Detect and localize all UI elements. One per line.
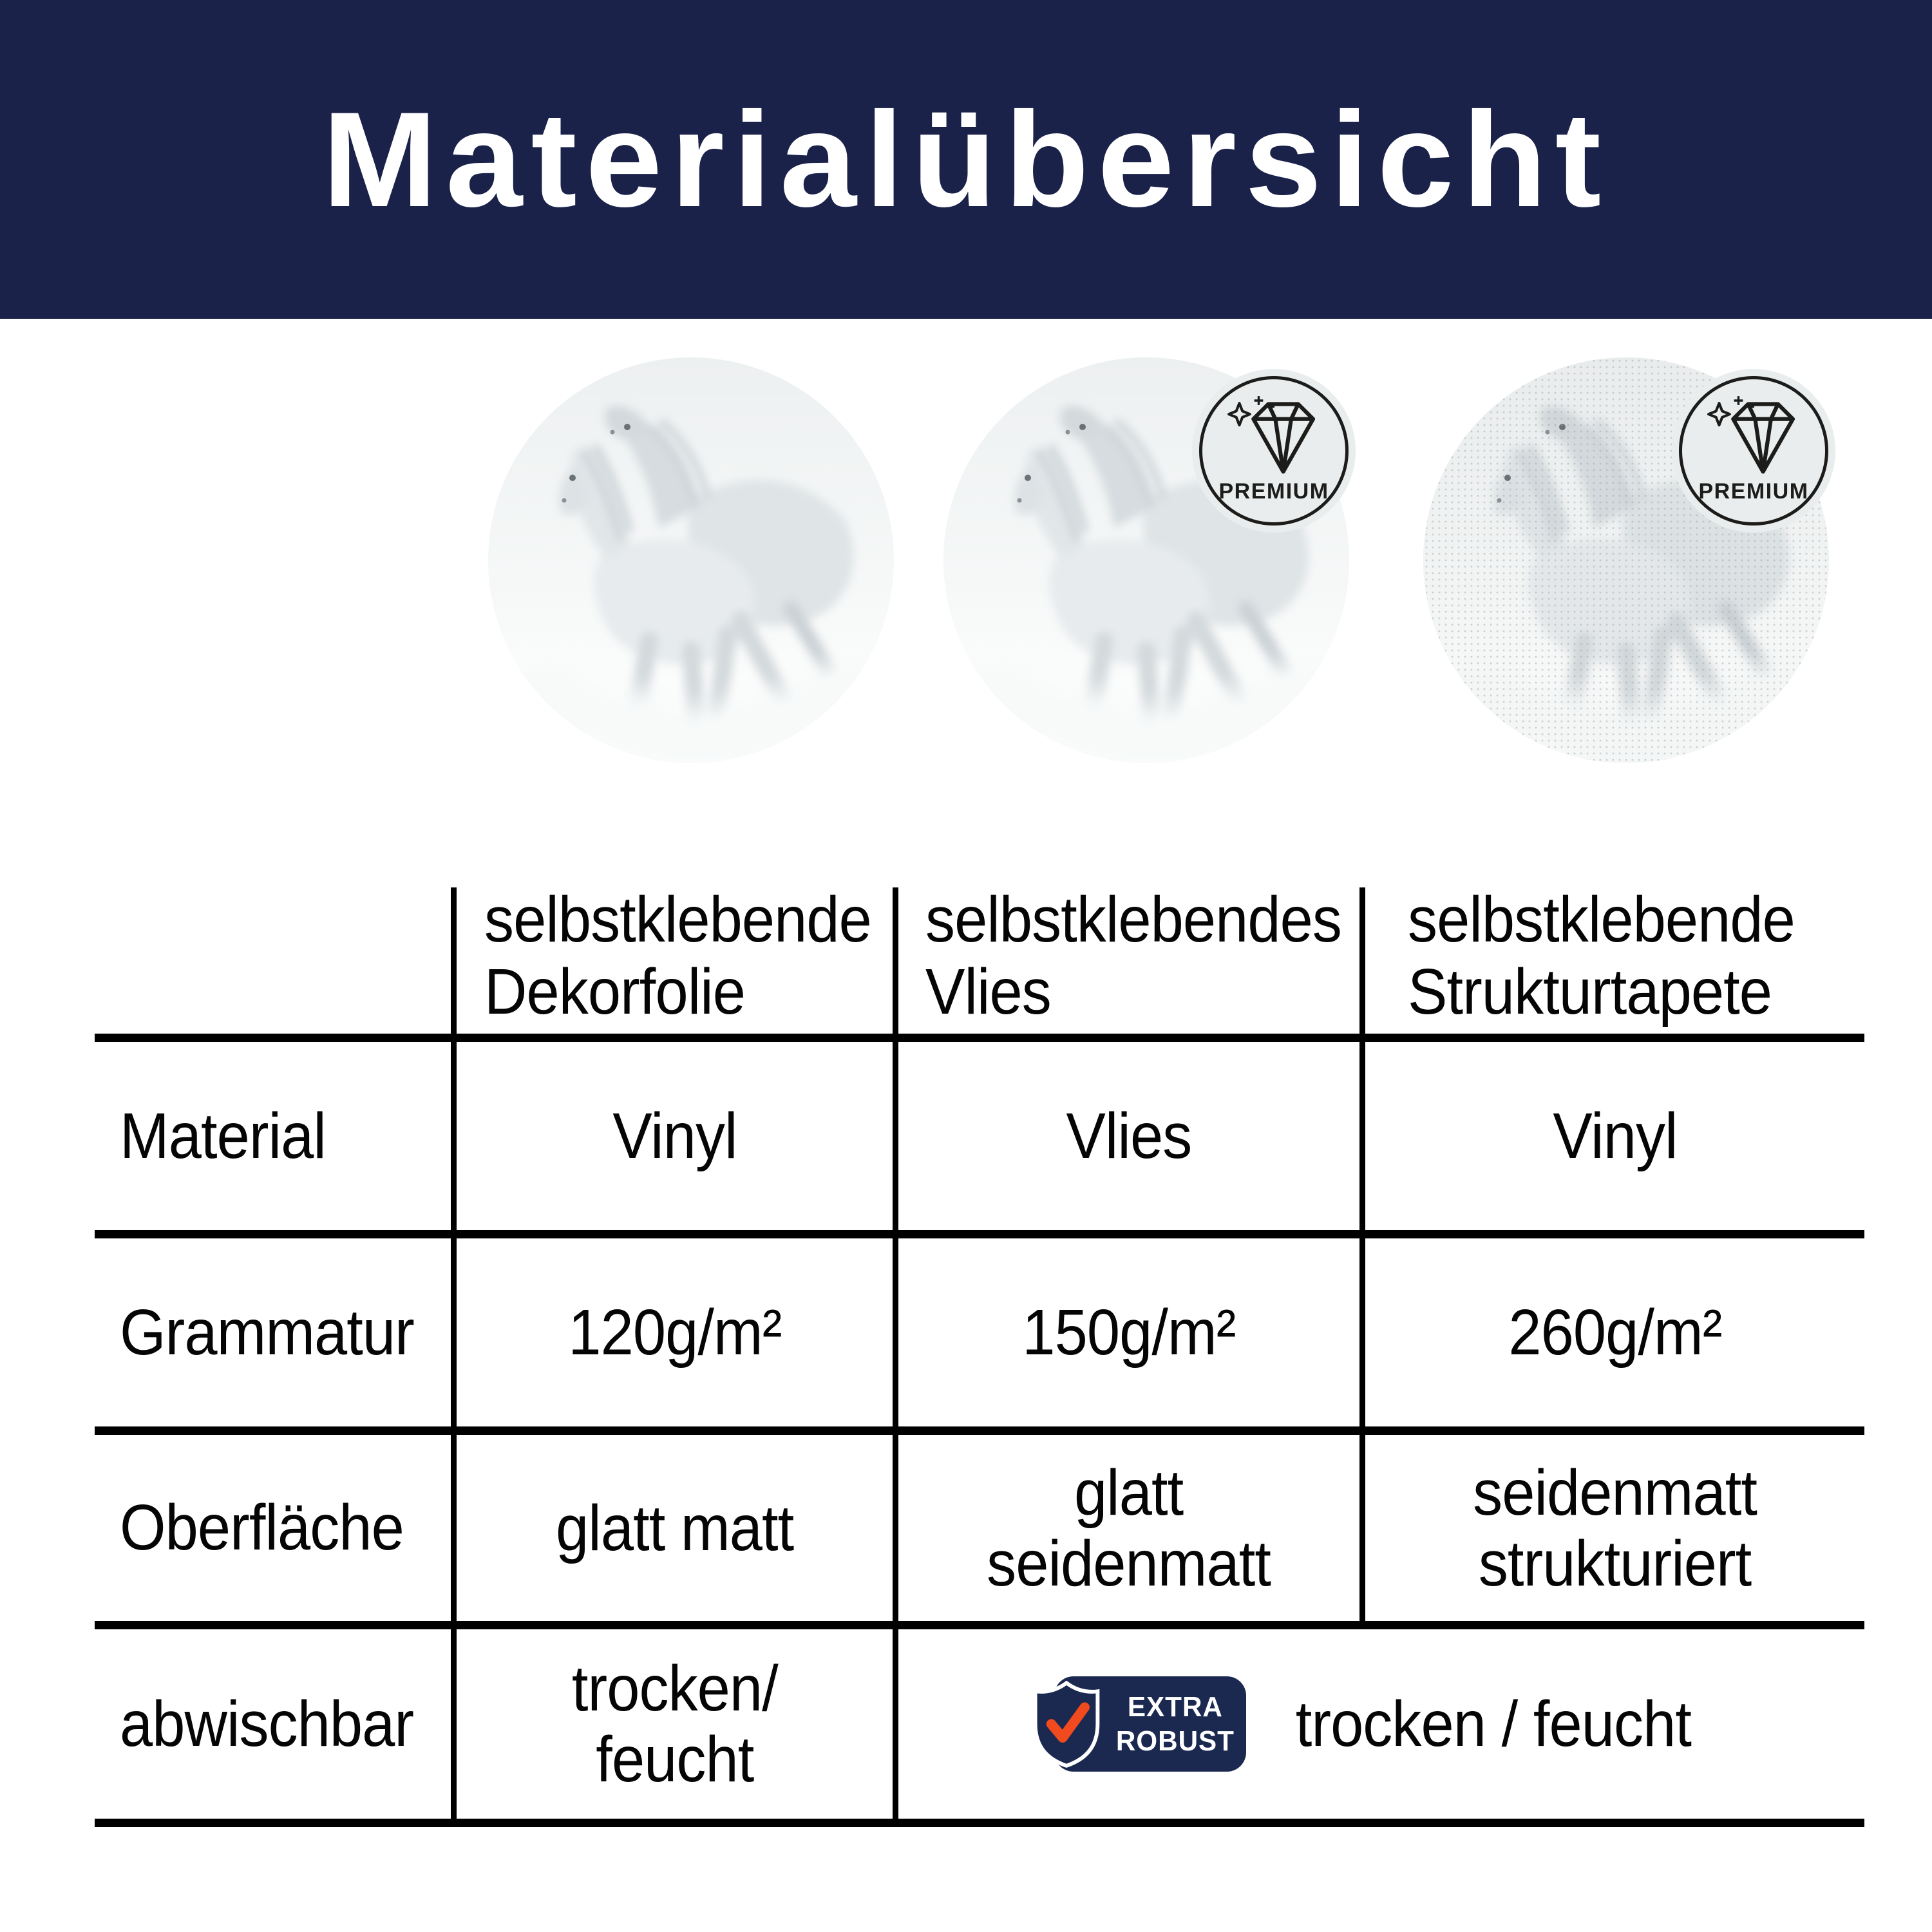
cell-oberflaeche-dekorfolie: glatt matt — [555, 1492, 794, 1564]
premium-label: PREMIUM — [1698, 479, 1809, 504]
cell-abwischbar-merged — [898, 1629, 1864, 1819]
table-rule-4 — [95, 1621, 1864, 1629]
premium-badge — [1192, 369, 1356, 533]
table-rule-2 — [95, 1230, 1864, 1238]
row-label-abwischbar: abwischbar — [120, 1687, 414, 1760]
cell-oberflaeche-vlies: glatt seidenmatt — [987, 1456, 1271, 1600]
page-title: Materialübersicht — [322, 83, 1610, 235]
table-rule-bottom — [95, 1819, 1864, 1827]
column-header-strukturtapete: selbstklebende Strukturtapete — [1408, 884, 1795, 1028]
table-divider-1 — [451, 887, 457, 1827]
header-band — [0, 0, 1932, 319]
extra-robust-label: EXTRA ROBUST — [1115, 1691, 1235, 1757]
cell-material-dekorfolie: Vinyl — [612, 1100, 737, 1172]
horses-illustration — [488, 357, 894, 763]
row-label-material: Material — [120, 1099, 326, 1172]
diamond-icon — [1220, 391, 1329, 488]
column-header-dekorfolie: selbstklebende Dekorfolie — [484, 884, 871, 1028]
diamond-icon — [1700, 391, 1808, 488]
extra-robust-badge — [1054, 1676, 1246, 1772]
row-label-grammatur: Grammatur — [120, 1296, 414, 1368]
horses-photo — [488, 357, 894, 763]
table-rule-3 — [95, 1426, 1864, 1435]
cell-abwischbar-dekorfolie: trocken/ feucht — [571, 1653, 778, 1795]
cell-grammatur-dekorfolie: 120g/m² — [567, 1296, 782, 1368]
shield-check-icon — [1028, 1678, 1104, 1770]
product-image-strukturtapete — [1423, 357, 1829, 763]
cell-grammatur-vlies: 150g/m² — [1022, 1296, 1236, 1368]
product-image-dekorfolie — [488, 357, 894, 763]
table-divider-2 — [893, 887, 898, 1827]
cell-material-strukturtapete: Vinyl — [1552, 1100, 1678, 1172]
table-rule-1 — [95, 1034, 1864, 1042]
premium-label: PREMIUM — [1218, 479, 1329, 504]
column-header-vlies: selbstklebendes Vlies — [925, 884, 1341, 1028]
table-divider-3 — [1359, 887, 1365, 1629]
cell-grammatur-strukturtapete: 260g/m² — [1508, 1296, 1722, 1368]
cell-material-vlies: Vlies — [1066, 1100, 1192, 1172]
abwischbar-merged-value: trocken / feucht — [1295, 1688, 1692, 1760]
row-label-oberflaeche: Oberfläche — [120, 1492, 404, 1564]
product-image-vlies — [943, 357, 1349, 763]
cell-oberflaeche-strukturtapete: seidenmatt strukturiert — [1473, 1456, 1757, 1600]
premium-badge — [1672, 369, 1835, 533]
